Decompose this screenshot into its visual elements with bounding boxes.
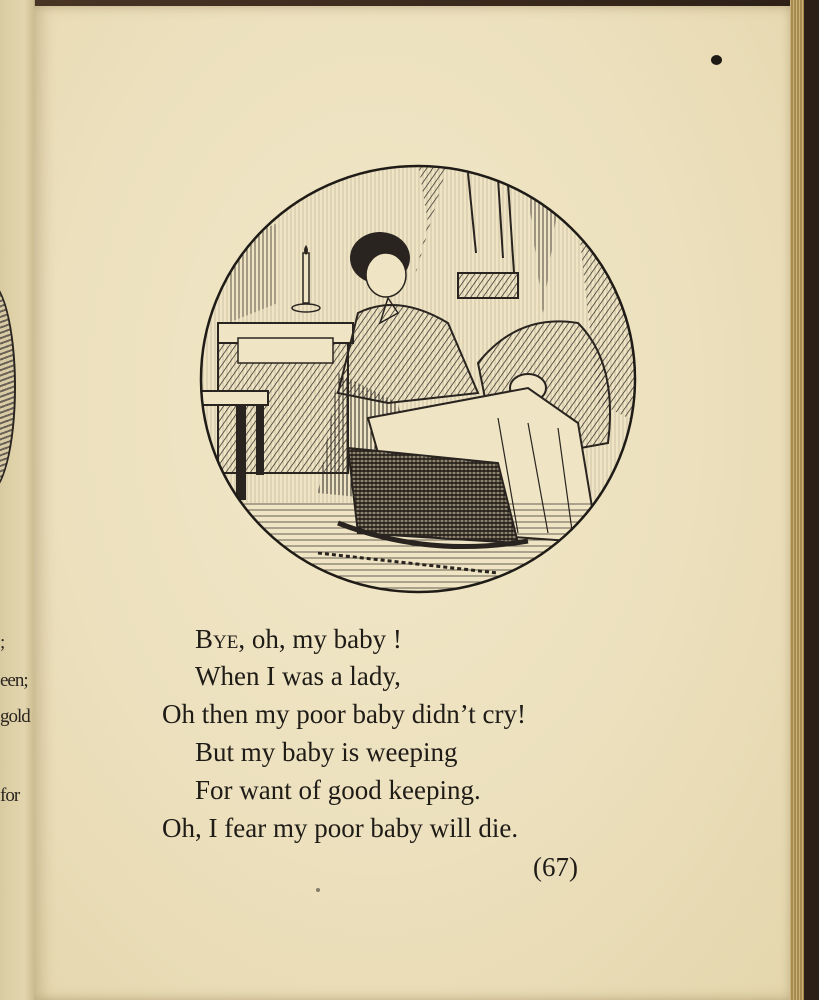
poem-line-1-rest: oh, my baby !: [245, 624, 402, 654]
left-page-fragment: gold: [0, 706, 30, 727]
poem-line-1: [195, 626, 402, 653]
left-page-fragment: een;: [0, 670, 28, 691]
poem-line-4: But my baby is weeping: [195, 737, 458, 767]
poem-first-word: Bye,: [195, 624, 246, 654]
ink-spot: [316, 888, 320, 892]
ink-spot: [711, 55, 722, 65]
left-page-fragment: for: [0, 785, 20, 806]
left-page-fragment: ;: [0, 632, 5, 653]
poem-line-3: Oh then my poor baby didn’t cry!: [162, 699, 526, 729]
cradle-engraving: [198, 163, 638, 595]
left-facing-page: [0, 0, 35, 1000]
left-page-illustration-edge: [0, 280, 16, 494]
page-number: (67): [533, 852, 578, 882]
poem-line-2: When I was a lady,: [195, 661, 401, 691]
poem-line-5: For want of good keeping.: [195, 775, 481, 805]
page-edge: [790, 0, 804, 1000]
poem-line-6: Oh, I fear my poor baby will die.: [162, 813, 519, 843]
